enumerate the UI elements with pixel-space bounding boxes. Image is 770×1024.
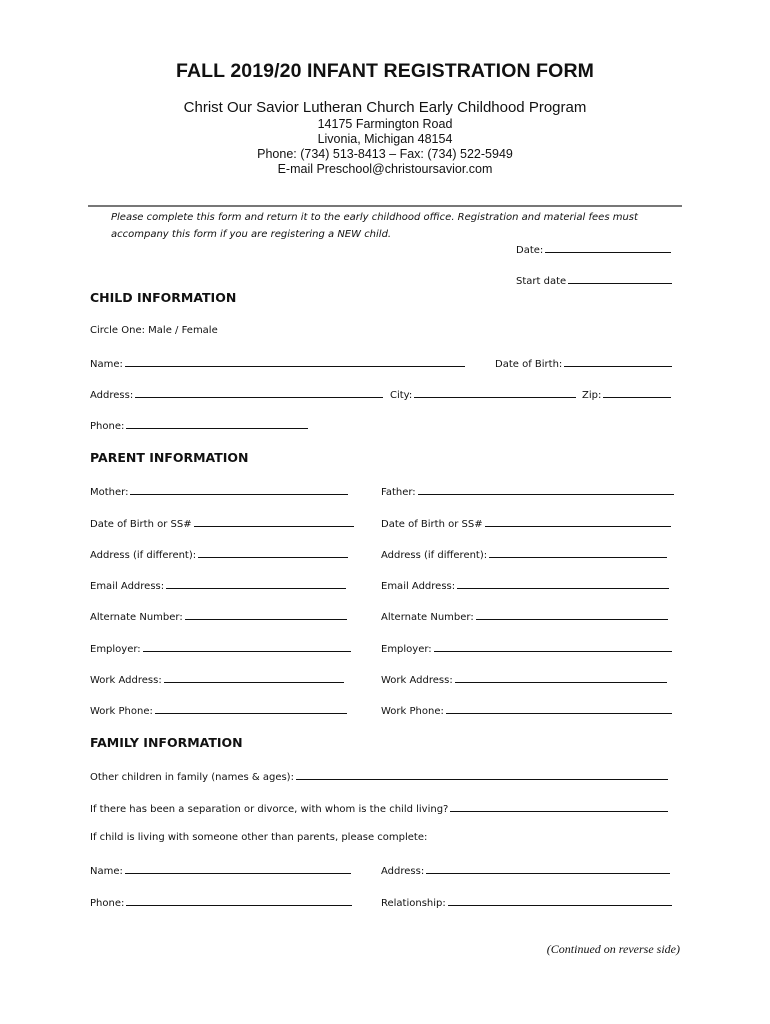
mother-work-address-blank[interactable] [164, 672, 344, 683]
child-name-blank[interactable] [125, 356, 465, 367]
father-email-label: Email Address: [381, 581, 456, 592]
mother-work-phone-label: Work Phone: [90, 706, 153, 717]
guardian-name-blank[interactable] [125, 863, 351, 874]
child-zip-label: Zip: [582, 390, 602, 401]
start-date-label: Start date [516, 276, 567, 287]
other-children-blank[interactable] [296, 769, 668, 780]
father-dob-field[interactable] [381, 516, 671, 530]
father-employer-field[interactable] [381, 641, 672, 655]
other-children-label: Other children in family (names & ages): [90, 772, 294, 783]
child-dob-blank[interactable] [564, 356, 672, 367]
instructions-text: Please complete this form and return it to the early childhood office. Registration and material fees must accompany this form if you are registering a NEW child. [111, 212, 638, 240]
father-address-blank[interactable] [489, 547, 667, 558]
start-date-field[interactable] [516, 273, 672, 287]
guardian-phone-label: Phone: [90, 898, 125, 909]
separation-field[interactable] [90, 801, 668, 815]
mother-email-blank[interactable] [166, 578, 346, 589]
mother-address-blank[interactable] [198, 547, 348, 558]
guardian-relationship-label: Relationship: [381, 898, 446, 909]
parent-info-heading: PARENT INFORMATION [90, 450, 249, 465]
child-address-blank[interactable] [135, 387, 383, 398]
date-blank[interactable] [545, 242, 671, 253]
family-info-heading: FAMILY INFORMATION [90, 735, 243, 750]
living-other-label: If child is living with someone other than parents, please complete: [90, 832, 428, 843]
father-dob-blank[interactable] [485, 516, 671, 527]
form-title: FALL 2019/20 INFANT REGISTRATION FORM [176, 60, 594, 82]
father-work-address-blank[interactable] [455, 672, 667, 683]
separation-blank[interactable] [450, 801, 668, 812]
mother-alt-number-blank[interactable] [185, 609, 347, 620]
gender-field[interactable] [90, 325, 218, 336]
mother-blank[interactable] [130, 484, 348, 495]
child-phone-field[interactable] [90, 418, 308, 432]
guardian-relationship-field[interactable] [381, 895, 672, 909]
phone-fax: Phone: (734) 513-8413 – Fax: (734) 522-5949 [257, 147, 513, 161]
date-field[interactable] [516, 242, 671, 256]
mother-address-field[interactable] [90, 547, 348, 561]
child-city-label: City: [390, 390, 413, 401]
mother-field[interactable] [90, 484, 348, 498]
start-date-blank[interactable] [568, 273, 672, 284]
mother-work-address-label: Work Address: [90, 675, 162, 686]
father-address-label: Address (if different): [381, 550, 488, 561]
child-dob-field[interactable] [495, 356, 672, 370]
guardian-name-label: Name: [90, 866, 123, 877]
city-state-zip: Livonia, Michigan 48154 [317, 132, 453, 146]
contact-email: E-mail Preschool@christoursavior.com [277, 162, 493, 176]
mother-employer-label: Employer: [90, 644, 141, 655]
mother-email-field[interactable] [90, 578, 346, 592]
father-dob-label: Date of Birth or SS# [381, 519, 483, 530]
continued-note: (Continued on reverse side) [546, 942, 680, 956]
date-label: Date: [516, 245, 544, 256]
mother-email-label: Email Address: [90, 581, 165, 592]
guardian-address-blank[interactable] [426, 863, 670, 874]
mother-dob-label: Date of Birth or SS# [90, 519, 192, 530]
father-employer-label: Employer: [381, 644, 432, 655]
father-alt-number-label: Alternate Number: [381, 612, 474, 623]
guardian-phone-field[interactable] [90, 895, 352, 909]
mother-alt-number-field[interactable] [90, 609, 347, 623]
father-label: Father: [381, 487, 416, 498]
father-email-field[interactable] [381, 578, 669, 592]
father-employer-blank[interactable] [434, 641, 672, 652]
mother-employer-field[interactable] [90, 641, 351, 655]
father-address-field[interactable] [381, 547, 667, 561]
child-name-label: Name: [90, 359, 123, 370]
mother-work-phone-field[interactable] [90, 703, 347, 717]
child-city-field[interactable] [390, 387, 576, 401]
father-work-address-field[interactable] [381, 672, 667, 686]
separation-label: If there has been a separation or divorce, with whom is the child living? [90, 804, 449, 815]
child-zip-field[interactable] [582, 387, 671, 401]
father-alt-number-field[interactable] [381, 609, 668, 623]
mother-dob-field[interactable] [90, 516, 354, 530]
mother-dob-blank[interactable] [194, 516, 354, 527]
mother-label: Mother: [90, 487, 129, 498]
father-alt-number-blank[interactable] [476, 609, 668, 620]
child-zip-blank[interactable] [603, 387, 671, 398]
father-blank[interactable] [418, 484, 674, 495]
living-other-note [90, 832, 427, 843]
guardian-address-label: Address: [381, 866, 425, 877]
gender-label: Circle One: Male / Female [90, 325, 218, 336]
father-work-phone-label: Work Phone: [381, 706, 444, 717]
mother-work-address-field[interactable] [90, 672, 344, 686]
mother-employer-blank[interactable] [143, 641, 351, 652]
father-work-address-label: Work Address: [381, 675, 453, 686]
child-phone-blank[interactable] [126, 418, 308, 429]
child-info-heading: CHILD INFORMATION [90, 290, 237, 305]
child-name-field[interactable] [90, 356, 465, 370]
child-address-label: Address: [90, 390, 134, 401]
other-children-field[interactable] [90, 769, 668, 783]
father-email-blank[interactable] [457, 578, 669, 589]
organization-name: Christ Our Savior Lutheran Church Early Childhood Program [183, 99, 587, 116]
child-dob-label: Date of Birth: [495, 359, 563, 370]
child-city-blank[interactable] [414, 387, 576, 398]
mother-address-label: Address (if different): [90, 550, 197, 561]
mother-alt-number-label: Alternate Number: [90, 612, 183, 623]
father-work-phone-blank[interactable] [446, 703, 672, 714]
guardian-relationship-blank[interactable] [448, 895, 672, 906]
guardian-phone-blank[interactable] [126, 895, 352, 906]
header-divider [88, 205, 682, 207]
guardian-name-field[interactable] [90, 863, 351, 877]
guardian-address-field[interactable] [381, 863, 670, 877]
father-field[interactable] [381, 484, 674, 498]
street-address: 14175 Farmington Road [317, 117, 453, 131]
child-phone-label: Phone: [90, 421, 125, 432]
mother-work-phone-blank[interactable] [155, 703, 347, 714]
child-address-field[interactable] [90, 387, 383, 401]
father-work-phone-field[interactable] [381, 703, 672, 717]
